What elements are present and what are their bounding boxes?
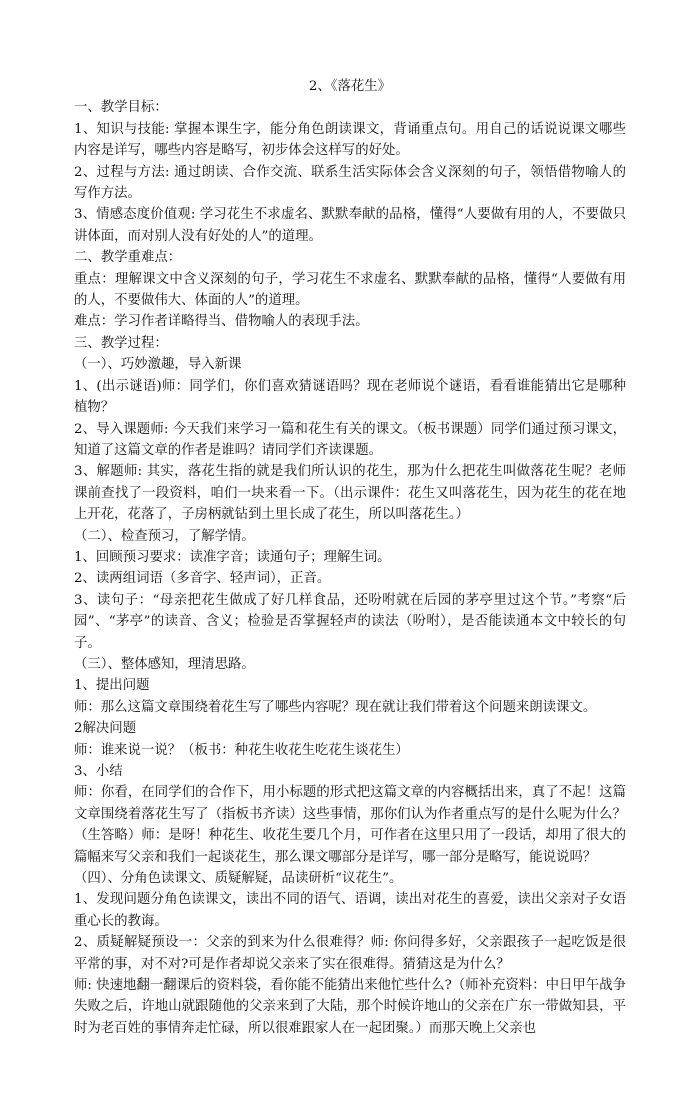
document-body [74,97,626,1039]
document-paragraph: （三）、整体感知，理清思路。 [74,656,255,672]
document-paragraph: 师: 快速地翻一翻课后的资料袋，看你能不能猜出来他忙些什么?（师补充资料：中日甲午战争失败之后，许地山就跟随他的父亲来到了大陆，那个时候许地山的父亲在广东一带做知县，平时为老百姓的事情奔走忙碌，所以很难跟家人在一起团聚。）而那天晚上父亲也 [74,978,626,1036]
document-paragraph: （四）、分角色读课文、质疑解疑，品读研析“议花生”。 [74,871,403,887]
document-page [74,76,626,1039]
document-paragraph: （二）、检查预习，了解学情。 [74,528,255,544]
document-paragraph: 师：那么这篇文章围绕着花生写了哪些内容呢？现在就让我们带着这个问题来朗读课文。 [74,699,597,715]
document-paragraph: 三、教学过程： [74,335,168,351]
document-paragraph: 2、过程与方法: 通过朗读、合作交流、联系生活实际体会含义深刻的句子，领悟借物喻人的写作方法。 [74,164,626,202]
document-paragraph: 师：你看，在同学们的合作下，用小标题的形式把这篇文章的内容概括出来，真了不起！这篇文章围绕着落花生写了（指板书齐读）这些事情，那你们认为作者重点写的是什么呢为什么？（生答略）师：是呀！种花生、收花生要几个月，可作者在这里只用了一段话，却用了很大的篇幅来写父亲和我们一起谈花生，那么课文哪部分是详写，哪一部分是略写，能说说吗？ [74,785,626,865]
document-paragraph: 1、回顾预习要求：读准字音；读通句子；理解生词。 [74,549,391,565]
document-paragraph: 2、导入课题师: 今天我们来学习一篇和花生有关的课文。（板书课题）同学们通过预习课文，知道了这篇文章的作者是谁吗？请同学们齐读课题。 [74,421,626,458]
document-paragraph: 重点：理解课文中含义深刻的句子，学习花生不求虚名、默默奉献的品格，懂得“人要做有用的人，不要做伟大、体面的人”的道理。 [74,271,626,309]
document-paragraph: 2、读两组词语（多音字、轻声词），正音。 [74,571,331,587]
document-paragraph: 1、(出示谜语)师：同学们，你们喜欢猜谜语吗？现在老师说个谜语，看看谁能猜出它是哪种植物？ [74,378,626,416]
document-paragraph: 1、发现问题分角色读课文，读出不同的语气、语调，读出对花生的喜爱，读出父亲对子女语重心长的教诲。 [74,892,626,929]
document-paragraph: 难点：学习作者详略得当、借物喻人的表现手法。 [74,314,369,330]
document-title: 2、《落花生》 [308,79,392,94]
document-paragraph: 2解决问题 [74,721,137,737]
document-paragraph: 一、教学目标： [74,100,168,116]
document-paragraph: 3、读句子：“母亲把花生做成了好几样食品，还吩咐就在后园的茅亭里过这个节。”考察“后园”、“茅亭”的读音、含义；检验是否掌握轻声的读法（吩咐），是否能读通本文中较长的句子。 [74,592,626,651]
document-paragraph: 1、知识与技能: 掌握本课生字，能分角色朗读课文，背诵重点句。用自己的话说说课文哪些内容是详写，哪些内容是略写，初步体会这样写的好处。 [74,121,626,159]
document-paragraph: 二、教学重难点： [74,250,182,266]
document-paragraph: （一）、巧妙激趣，导入新课 [74,357,242,373]
document-paragraph: 1、提出问题 [74,678,150,694]
document-paragraph: 3、小结 [74,764,123,779]
document-paragraph: 3、情感态度价值观: 学习花生不求虚名、默默奉献的品格，懂得“人要做有用的人，不要做只讲体面，而对别人没有好处的人”的道理。 [74,207,626,244]
document-paragraph: 2、质疑解疑预设一：父亲的到来为什么很难得？师: 你问得多好，父亲跟孩子一起吃饭是很平常的事，对不对?可是作者却说父亲来了实在很难得。猜猜这是为什么？ [74,935,626,972]
document-paragraph: 师：谁来说一说？（板书：种花生收花生吃花生谈花生） [74,742,409,758]
document-paragraph: 3、解题师: 其实，落花生指的就是我们所认识的花生，那为什么把花生叫做落花生呢？老师课前查找了一段资料，咱们一块来看一下。（出示课件：花生又叫落花生，因为花生的花在地上开花，花落了，子房柄就钻到土里长成了花生，所以叫落花生。） [74,464,626,523]
